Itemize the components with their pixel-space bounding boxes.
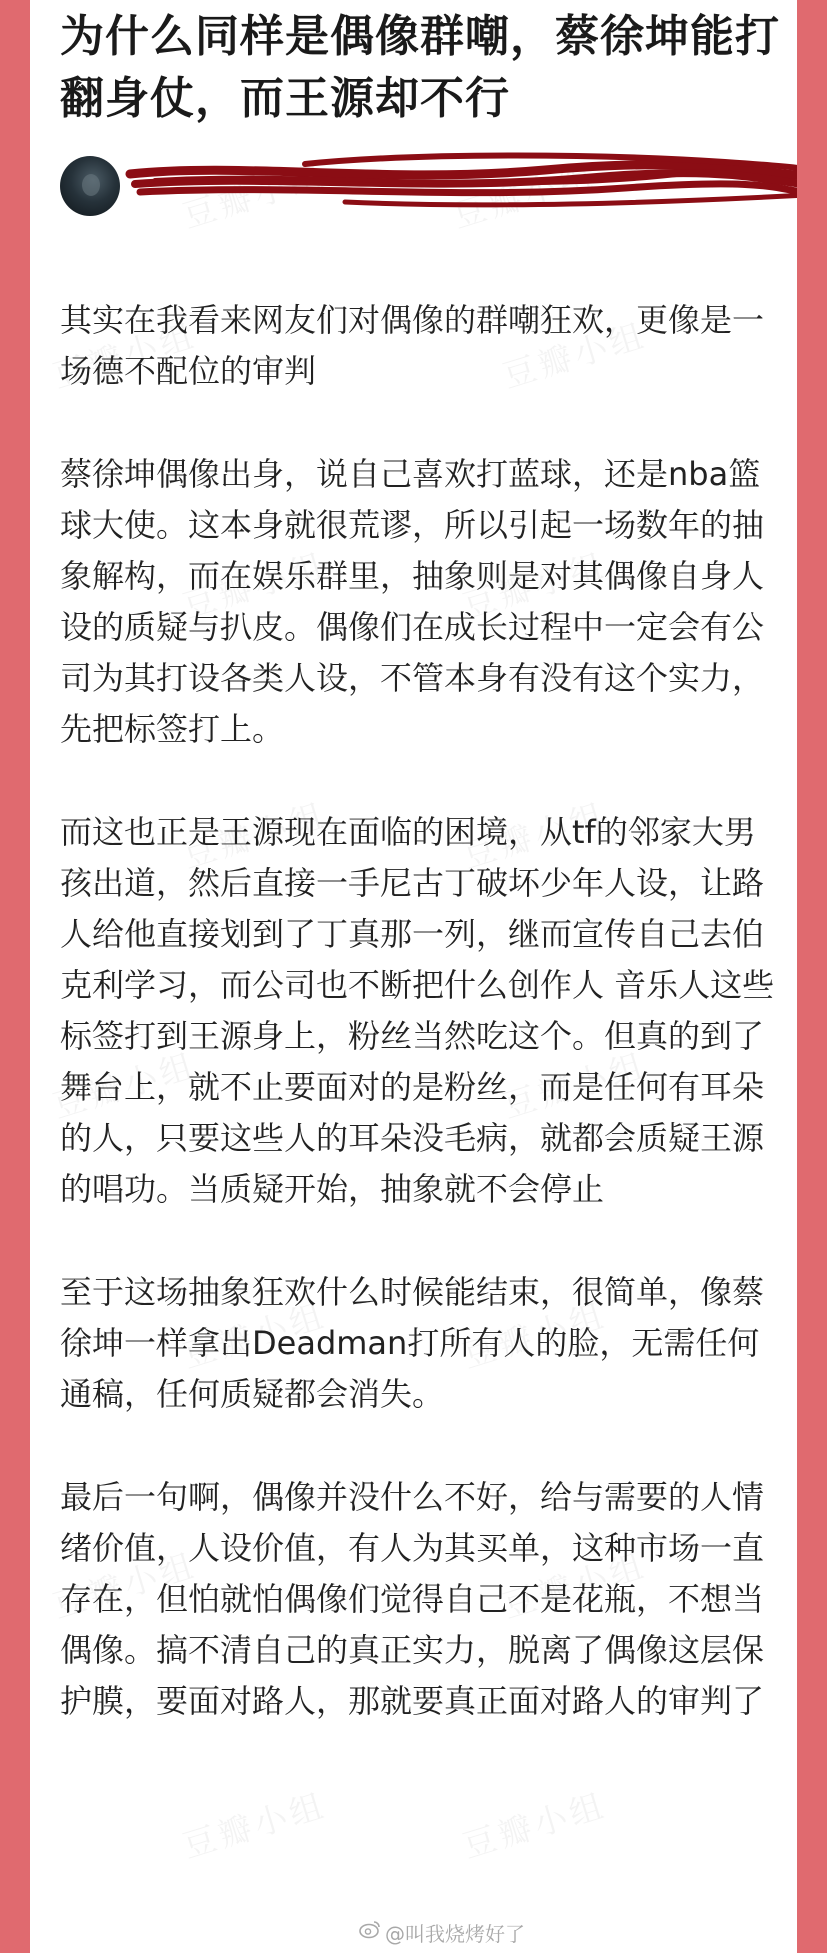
- body-paragraph: 最后一句啊，偶像并没什么不好，给与需要的人情绪价值，人设价值，有人为其买单，这种市场一直存在，但怕就怕偶像们觉得自己不是花瓶，不想当偶像。搞不清自己的真正实力，脱离了偶像这层保护膜，要面对路人，那就要真正面对路人的审判了: [60, 1478, 765, 1720]
- author-row: [60, 156, 780, 216]
- watermark: [456, 1779, 611, 1867]
- watermark: [176, 1779, 331, 1867]
- source-credit: [385, 1918, 525, 1947]
- weibo-icon: [359, 1919, 381, 1939]
- redaction-scribble: [125, 144, 797, 224]
- post-card: [30, 0, 797, 1953]
- post-body: [60, 295, 780, 1779]
- body-paragraph: 至于这场抽象狂欢什么时候能结束，很简单，像蔡徐坤一样拿出Deadman打所有人的脸，无需任何通稿，任何质疑都会消失。: [60, 1273, 765, 1413]
- body-paragraph: 蔡徐坤偶像出身，说自己喜欢打蓝球，还是nba篮球大使。这本身就很荒谬，所以引起一场数年的抽象解构，而在娱乐群里，抽象则是对其偶像自身人设的质疑与扒皮。偶像们在成长过程中一定会有公司为其打设各类人设，不管本身有没有这个实力，先把标签打上。: [60, 455, 765, 748]
- credit-handle: @叫我烧烤好了: [385, 1922, 525, 1946]
- body-paragraph: 而这也正是王源现在面临的困境，从tf的邻家大男孩出道，然后直接一手尼古丁破坏少年人设，让路人给他直接划到了丁真那一列，继而宣传自己去伯克利学习，而公司也不断把什么创作人 音乐人这些标签打到王源身上，粉丝当然吃这个。但真的到了舞台上，就不止要面对的是粉丝，而是任何有耳朵的人，只要这些人的耳朵没毛病，就都会质疑王源的唱功。当质疑开始，抽象就不会停止: [60, 813, 775, 1208]
- post-title: 为什么同样是偶像群嘲，蔡徐坤能打翻身仗，而王源却不行: [60, 11, 780, 124]
- avatar[interactable]: [60, 156, 120, 216]
- body-paragraph: 其实在我看来网友们对偶像的群嘲狂欢，更像是一场德不配位的审判: [60, 301, 765, 390]
